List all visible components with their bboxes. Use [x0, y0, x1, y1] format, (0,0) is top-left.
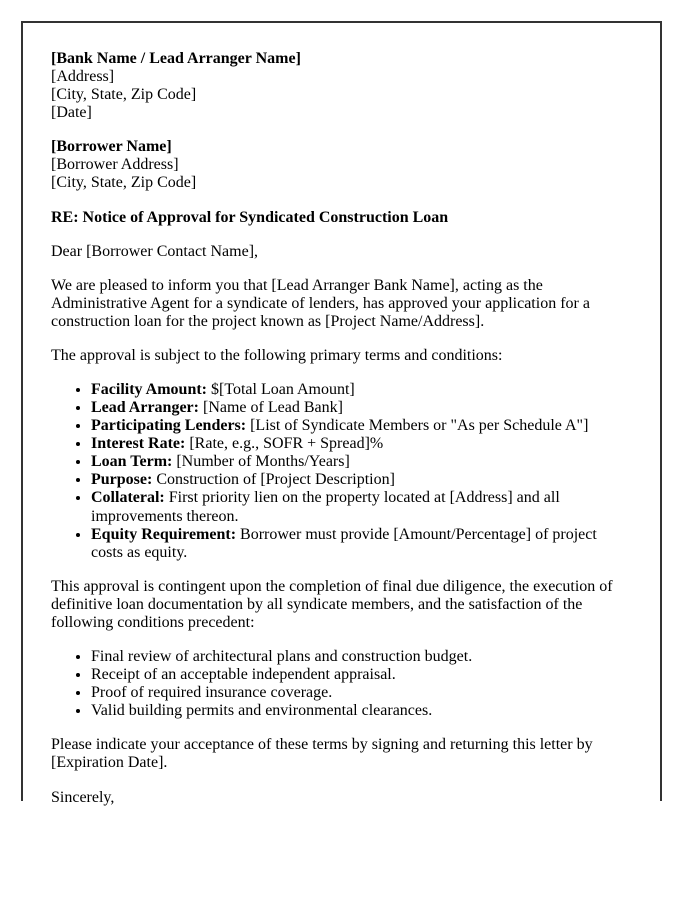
term-label: Purpose:	[91, 471, 153, 489]
letter-date: [Date]	[51, 104, 92, 122]
term-label: Equity Requirement:	[91, 525, 237, 543]
term-item-equity-requirement	[91, 526, 632, 562]
sender-address: [Address]	[51, 68, 115, 86]
salutation: Dear [Borrower Contact Name],	[51, 242, 259, 260]
sender-block	[51, 50, 632, 122]
term-label: Loan Term:	[91, 453, 173, 471]
recipient-block	[51, 138, 632, 192]
terms-intro: The approval is subject to the following primary terms and conditions:	[51, 346, 503, 364]
term-item-facility-amount	[91, 381, 632, 399]
terms-list	[51, 381, 632, 562]
term-text: $[Total Loan Amount]	[207, 381, 355, 399]
term-label: Collateral:	[91, 489, 165, 507]
recipient-address: [Borrower Address]	[51, 156, 179, 174]
term-text: [Rate, e.g., SOFR + Spread]%	[185, 435, 384, 453]
recipient-name: [Borrower Name]	[51, 138, 172, 156]
term-text: [Number of Months/Years]	[172, 453, 350, 471]
sender-name: [Bank Name / Lead Arranger Name]	[51, 50, 301, 67]
term-label: Interest Rate:	[91, 435, 186, 453]
condition-item: • Receipt of an acceptable independent appraisal.	[91, 666, 632, 684]
term-item-purpose	[91, 471, 632, 489]
term-label: Lead Arranger:	[91, 399, 199, 417]
contingency-paragraph: This approval is contingent upon the completion of final due diligence, the execution of definitive loan documentation by all syndicate members, and the satisfaction of the following conditions precedent:	[51, 577, 613, 631]
condition-item: • Valid building permits and environmental clearances.	[91, 702, 632, 720]
term-item-lead-arranger	[91, 399, 632, 417]
intro-paragraph: We are pleased to inform you that [Lead Arranger Bank Name], acting as the Administrative Agent for a syndicate of lenders, has approved your application for a construction loan for the project known as [Project Name/Address].	[51, 276, 590, 330]
conditions-list	[51, 648, 632, 720]
term-item-collateral	[91, 489, 632, 525]
term-text: [Name of Lead Bank]	[198, 399, 343, 417]
term-text: Borrower must provide [Amount/Percentage] of project costs as equity.	[91, 525, 597, 561]
term-item-loan-term	[91, 453, 632, 471]
term-text: First priority lien on the property located at [Address] and all improvements thereon.	[91, 489, 560, 525]
acceptance-paragraph: Please indicate your acceptance of these terms by signing and returning this letter by [Expiration Date].	[51, 736, 593, 772]
term-text: Construction of [Project Description]	[152, 471, 395, 489]
term-item-participating-lenders	[91, 417, 632, 435]
term-item-interest-rate	[91, 435, 632, 453]
sender-city-state-zip: [City, State, Zip Code]	[51, 86, 197, 104]
closing: Sincerely,	[51, 788, 115, 806]
recipient-city-state-zip: [City, State, Zip Code]	[51, 174, 197, 192]
condition-item: • Proof of required insurance coverage.	[91, 684, 632, 702]
term-label: Participating Lenders:	[91, 417, 247, 435]
term-label: Facility Amount:	[91, 381, 207, 399]
condition-item: • Final review of architectural plans and construction budget.	[91, 648, 632, 666]
letter-page	[21, 21, 662, 806]
term-text: [List of Syndicate Members or "As per Schedule A"]	[246, 417, 589, 435]
subject-line: RE: Notice of Approval for Syndicated Construction Loan	[51, 208, 449, 226]
